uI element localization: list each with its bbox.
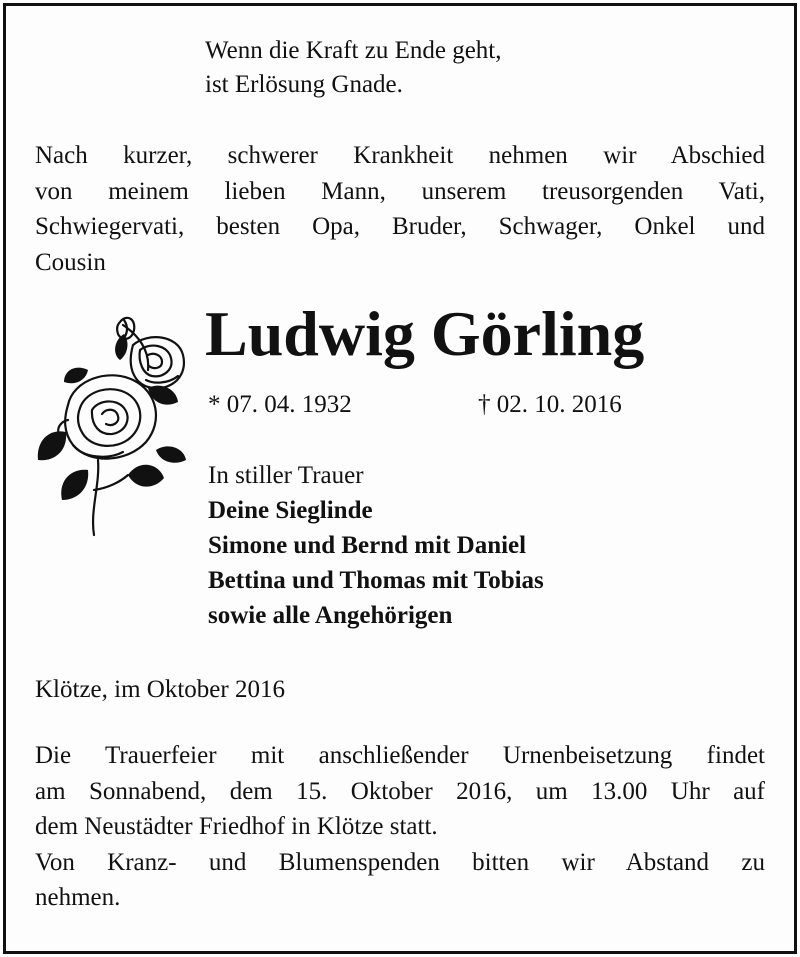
service-line: Von Kranz- und Blumenspenden bitten wir Abstand zu xyxy=(35,848,765,876)
mourners-block xyxy=(208,458,544,633)
intro-line: von meinem lieben Mann, unserem treusorgenden Vati, xyxy=(35,177,765,205)
deceased-name: Ludwig Görling xyxy=(205,298,645,369)
motto-line: ist Erlösung Gnade. xyxy=(205,71,403,98)
service-line: nehmen. xyxy=(35,884,121,911)
death-date: † 02. 10. 2016 xyxy=(478,391,622,418)
mourner-name: Deine Sieglinde xyxy=(208,497,373,524)
service-info xyxy=(35,738,765,916)
mourner-name: Bettina und Thomas mit Tobias xyxy=(208,567,544,594)
intro-line: Nach kurzer, schwerer Krankheit nehmen wir Abschied xyxy=(35,142,765,169)
service-line: am Sonnabend, dem 15. Oktober 2016, um 13.00 Uhr auf xyxy=(35,777,765,805)
mourner-name: sowie alle Angehörigen xyxy=(208,602,453,629)
birth-date: * 07. 04. 1932 xyxy=(208,391,352,418)
motto-line: Wenn die Kraft zu Ende geht, xyxy=(205,37,502,64)
motto xyxy=(205,34,501,102)
intro-text xyxy=(35,138,765,280)
mourning-heading: In stiller Trauer xyxy=(208,462,364,489)
mourner-name: Simone und Bernd mit Daniel xyxy=(208,532,527,559)
intro-line: Cousin xyxy=(35,248,106,276)
service-line: Die Trauerfeier mit anschließender Urnenbeisetzung findet xyxy=(35,742,765,769)
service-line: dem Neustädter Friedhof in Klötze statt. xyxy=(35,813,438,840)
place-date: Klötze, im Oktober 2016 xyxy=(35,676,285,703)
intro-line: Schwiegervati, besten Opa, Bruder, Schwager, Onkel und xyxy=(35,213,765,240)
rose-icon xyxy=(28,310,198,540)
